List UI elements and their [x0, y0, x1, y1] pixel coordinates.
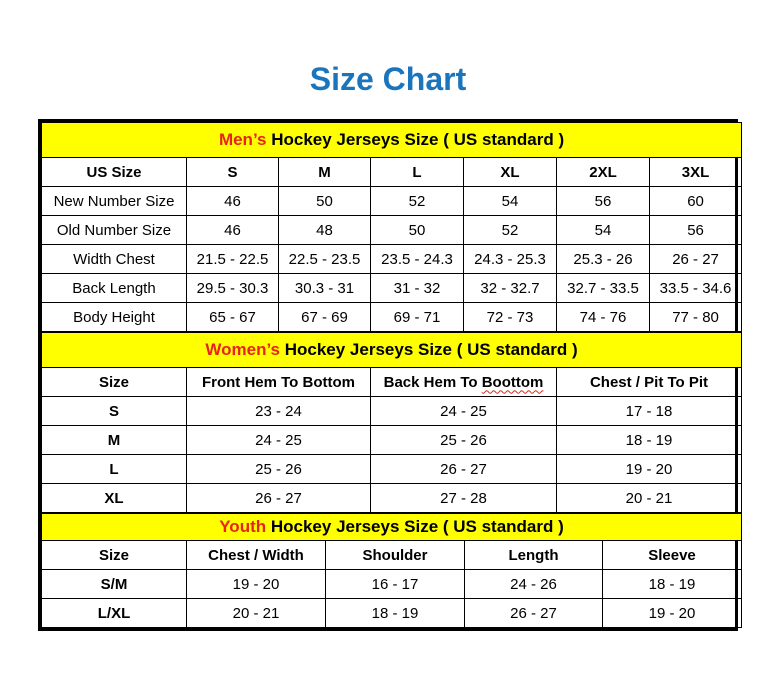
column-header-cell: 2XL: [557, 158, 650, 187]
column-header-cell: US Size: [42, 158, 187, 187]
section-banner-cell: [42, 123, 742, 158]
value-cell: 24 - 26: [465, 570, 603, 599]
value-cell: 77 - 80: [650, 303, 742, 332]
row-label-cell: S: [42, 397, 187, 426]
misspelled-word: Boottom: [481, 373, 544, 391]
column-header-cell: S: [187, 158, 279, 187]
row-label-cell: L/XL: [42, 599, 187, 628]
row-label-cell: M: [42, 426, 187, 455]
value-cell: 22.5 - 23.5: [279, 245, 371, 274]
value-cell: 27 - 28: [371, 484, 557, 513]
value-cell: 52: [464, 216, 557, 245]
value-cell: 24 - 25: [187, 426, 371, 455]
banner-highlight: Youth: [219, 517, 267, 537]
value-cell: 50: [279, 187, 371, 216]
value-cell: 19 - 20: [187, 570, 326, 599]
banner-text: Hockey Jerseys Size ( US standard ): [266, 517, 564, 537]
value-cell: 54: [464, 187, 557, 216]
row-label-cell: L: [42, 455, 187, 484]
value-cell: 60: [650, 187, 742, 216]
value-cell: 52: [371, 187, 464, 216]
column-header-cell: 3XL: [650, 158, 742, 187]
table-row: [42, 484, 742, 513]
value-cell: 32.7 - 33.5: [557, 274, 650, 303]
column-header-cell: Shoulder: [326, 541, 465, 570]
value-cell: 26 - 27: [650, 245, 742, 274]
value-cell: 69 - 71: [371, 303, 464, 332]
value-cell: 46: [187, 216, 279, 245]
value-cell: 56: [557, 187, 650, 216]
column-header-cell: Length: [465, 541, 603, 570]
column-header-text: Back Hem To: [383, 373, 482, 391]
column-header-cell: M: [279, 158, 371, 187]
value-cell: 17 - 18: [557, 397, 742, 426]
value-cell: 25 - 26: [371, 426, 557, 455]
column-header-cell: Chest / Pit To Pit: [557, 368, 742, 397]
table-row: [42, 397, 742, 426]
value-cell: 16 - 17: [326, 570, 465, 599]
value-cell: 74 - 76: [557, 303, 650, 332]
row-label-cell: Body Height: [42, 303, 187, 332]
table-row: [42, 599, 742, 628]
value-cell: 48: [279, 216, 371, 245]
table-row: [42, 303, 742, 332]
banner-highlight: Men’s: [218, 130, 267, 150]
section-banner-cell: [42, 333, 742, 368]
column-header-cell: XL: [464, 158, 557, 187]
value-cell: 19 - 20: [557, 455, 742, 484]
column-header-cell: Sleeve: [603, 541, 742, 570]
column-header-cell: Chest / Width: [187, 541, 326, 570]
column-header-cell: [371, 368, 557, 397]
value-cell: 19 - 20: [603, 599, 742, 628]
value-cell: 33.5 - 34.6: [650, 274, 742, 303]
value-cell: 25.3 - 26: [557, 245, 650, 274]
value-cell: 18 - 19: [326, 599, 465, 628]
page-title: Size Chart: [309, 61, 467, 97]
value-cell: 20 - 21: [187, 599, 326, 628]
column-header-cell: Size: [42, 541, 187, 570]
value-cell: 23 - 24: [187, 397, 371, 426]
mens-size-table: [41, 122, 742, 332]
value-cell: 18 - 19: [557, 426, 742, 455]
mens-header-row: [42, 158, 742, 187]
youth-section-banner: [42, 514, 742, 541]
banner-text: Hockey Jerseys Size ( US standard ): [280, 340, 578, 360]
value-cell: 46: [187, 187, 279, 216]
value-cell: 26 - 27: [187, 484, 371, 513]
row-label-cell: New Number Size: [42, 187, 187, 216]
value-cell: 18 - 19: [603, 570, 742, 599]
section-banner-cell: [42, 514, 742, 541]
womens-section-banner: [42, 333, 742, 368]
table-row: [42, 570, 742, 599]
table-row: [42, 274, 742, 303]
table-row: [42, 455, 742, 484]
value-cell: 26 - 27: [465, 599, 603, 628]
value-cell: 65 - 67: [187, 303, 279, 332]
value-cell: 21.5 - 22.5: [187, 245, 279, 274]
value-cell: 31 - 32: [371, 274, 464, 303]
value-cell: 32 - 32.7: [464, 274, 557, 303]
mens-section-banner: [42, 123, 742, 158]
banner-highlight: Women’s: [205, 340, 280, 360]
value-cell: 54: [557, 216, 650, 245]
row-label-cell: S/M: [42, 570, 187, 599]
banner-text: Hockey Jerseys Size ( US standard ): [266, 130, 565, 150]
table-row: [42, 426, 742, 455]
value-cell: 50: [371, 216, 464, 245]
youth-size-table: [41, 513, 742, 628]
row-label-cell: Back Length: [42, 274, 187, 303]
value-cell: 20 - 21: [557, 484, 742, 513]
value-cell: 26 - 27: [371, 455, 557, 484]
table-row: [42, 245, 742, 274]
value-cell: 24 - 25: [371, 397, 557, 426]
value-cell: 25 - 26: [187, 455, 371, 484]
value-cell: 29.5 - 30.3: [187, 274, 279, 303]
row-label-cell: Width Chest: [42, 245, 187, 274]
column-header-cell: Size: [42, 368, 187, 397]
value-cell: 30.3 - 31: [279, 274, 371, 303]
row-label-cell: Old Number Size: [42, 216, 187, 245]
row-label-cell: XL: [42, 484, 187, 513]
value-cell: 24.3 - 25.3: [464, 245, 557, 274]
size-chart: [38, 119, 738, 631]
value-cell: 72 - 73: [464, 303, 557, 332]
value-cell: 23.5 - 24.3: [371, 245, 464, 274]
column-header-cell: L: [371, 158, 464, 187]
womens-header-row: [42, 368, 742, 397]
youth-header-row: [42, 541, 742, 570]
column-header-cell: Front Hem To Bottom: [187, 368, 371, 397]
table-row: [42, 216, 742, 245]
value-cell: 67 - 69: [279, 303, 371, 332]
table-row: [42, 187, 742, 216]
value-cell: 56: [650, 216, 742, 245]
womens-size-table: [41, 332, 742, 513]
